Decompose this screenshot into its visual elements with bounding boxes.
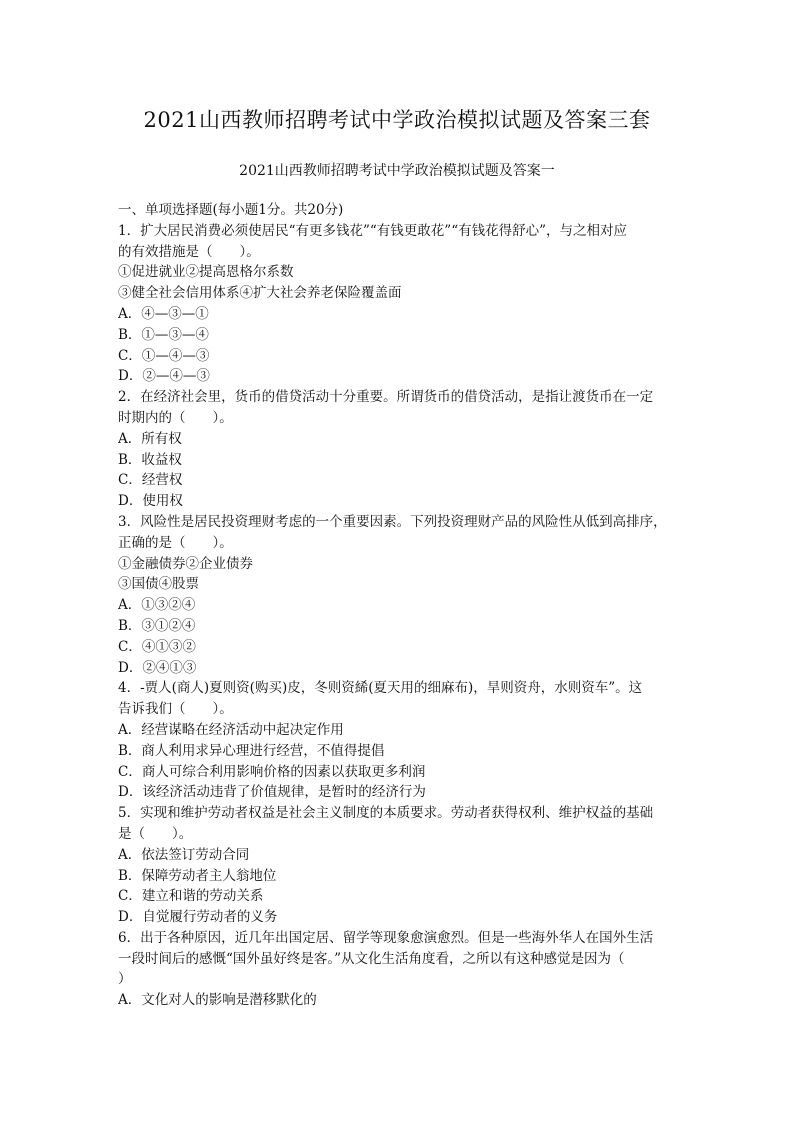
question-stem-line: ） — [118, 971, 132, 988]
answer-option: B．收益权 — [118, 451, 182, 468]
answer-option: D．自觉履行劳动者的义务 — [118, 909, 278, 926]
question-6 — [118, 928, 684, 1011]
answer-option: B．③①②④ — [118, 617, 196, 634]
answer-option: A．④—③—① — [118, 305, 209, 322]
answer-option: C．④①③② — [118, 638, 196, 655]
answer-option: A．①③②④ — [118, 597, 196, 614]
question-5 — [118, 803, 684, 928]
question-stem-line: 告诉我们（ ）。 — [118, 701, 233, 718]
answer-option: A．经营谋略在经济活动中起决定作用 — [118, 721, 344, 738]
answer-option: A．依法签订劳动合同 — [118, 846, 250, 863]
answer-option: D．使用权 — [118, 493, 183, 510]
question-3 — [118, 512, 684, 678]
document-title: 2021山西教师招聘考试中学政治模拟试题及答案三套 — [143, 108, 651, 132]
question-statement-line: ③国债④股票 — [118, 576, 199, 593]
answer-option: D．该经济活动违背了价值规律，是暂时的经济行为 — [118, 784, 426, 801]
question-4 — [118, 678, 684, 803]
question-1 — [118, 221, 684, 387]
question-stem-line: 2．在经济社会里，货币的借贷活动十分重要。所谓货币的借贷活动，是指让渡货币在一定 — [118, 389, 654, 406]
question-stem-line: 4．-贾人(商人)夏则资(购买)皮，冬则资絺(夏天用的细麻布)，旱则资舟，水则资车”。这 — [118, 680, 643, 697]
question-stem-line: 一段时间后的感慨“国外虽好终是客。”从文化生活角度看，之所以有这种感觉是因为（ — [118, 950, 625, 967]
question-stem-line: 正确的是（ ）。 — [118, 534, 233, 551]
answer-option: D．②④①③ — [118, 659, 197, 676]
answer-option: C．建立和谐的劳动关系 — [118, 888, 264, 905]
question-statement-line: ③健全社会信用体系④扩大社会养老保险覆盖面 — [118, 285, 402, 302]
answer-option: C．经营权 — [118, 472, 183, 489]
answer-option: B．①—③—④ — [118, 326, 209, 343]
document-body — [118, 200, 684, 1011]
question-stem-line: 时期内的（ ）。 — [118, 409, 233, 426]
section-heading: 一、单项选择题(每小题1分。共20分) — [118, 202, 344, 218]
answer-option: A．文化对人的影响是潜移默化的 — [118, 992, 317, 1009]
answer-option: C．商人可综合利用影响价格的因素以获取更多利润 — [118, 763, 426, 780]
answer-option: B．保障劳动者主人翁地位 — [118, 867, 277, 884]
question-list — [118, 221, 684, 1011]
question-stem-line: 的有效措施是（ ）。 — [118, 243, 260, 260]
question-stem-line: 6．出于各种原因，近几年出国定居、留学等现象愈演愈烈。但是一些海外华人在国外生活 — [118, 929, 654, 946]
question-2 — [118, 387, 684, 512]
question-stem-line: 3．风险性是居民投资理财考虑的一个重要因素。下列投资理财产品的风险性从低到高排序， — [118, 513, 667, 530]
question-statement-line: ①促进就业②提高恩格尔系数 — [118, 264, 294, 281]
question-statement-line: ①金融债券②企业债券 — [118, 555, 253, 572]
answer-option: D．②—④—③ — [118, 368, 210, 385]
question-stem-line: 1．扩大居民消费必须使居民“有更多钱花”“有钱更敢花”“有钱花得舒心”，与之相对应 — [118, 222, 627, 239]
document-subtitle: 2021山西教师招聘考试中学政治模拟试题及答案一 — [239, 163, 555, 179]
answer-option: C．①—④—③ — [118, 347, 210, 364]
answer-option: B．商人利用求异心理进行经营，不值得提倡 — [118, 742, 385, 759]
question-stem-line: 5．实现和维护劳动者权益是社会主义制度的本质要求。劳动者获得权利、维护权益的基础 — [118, 805, 654, 822]
answer-option: A．所有权 — [118, 430, 182, 447]
question-stem-line: 是（ ）。 — [118, 825, 193, 842]
